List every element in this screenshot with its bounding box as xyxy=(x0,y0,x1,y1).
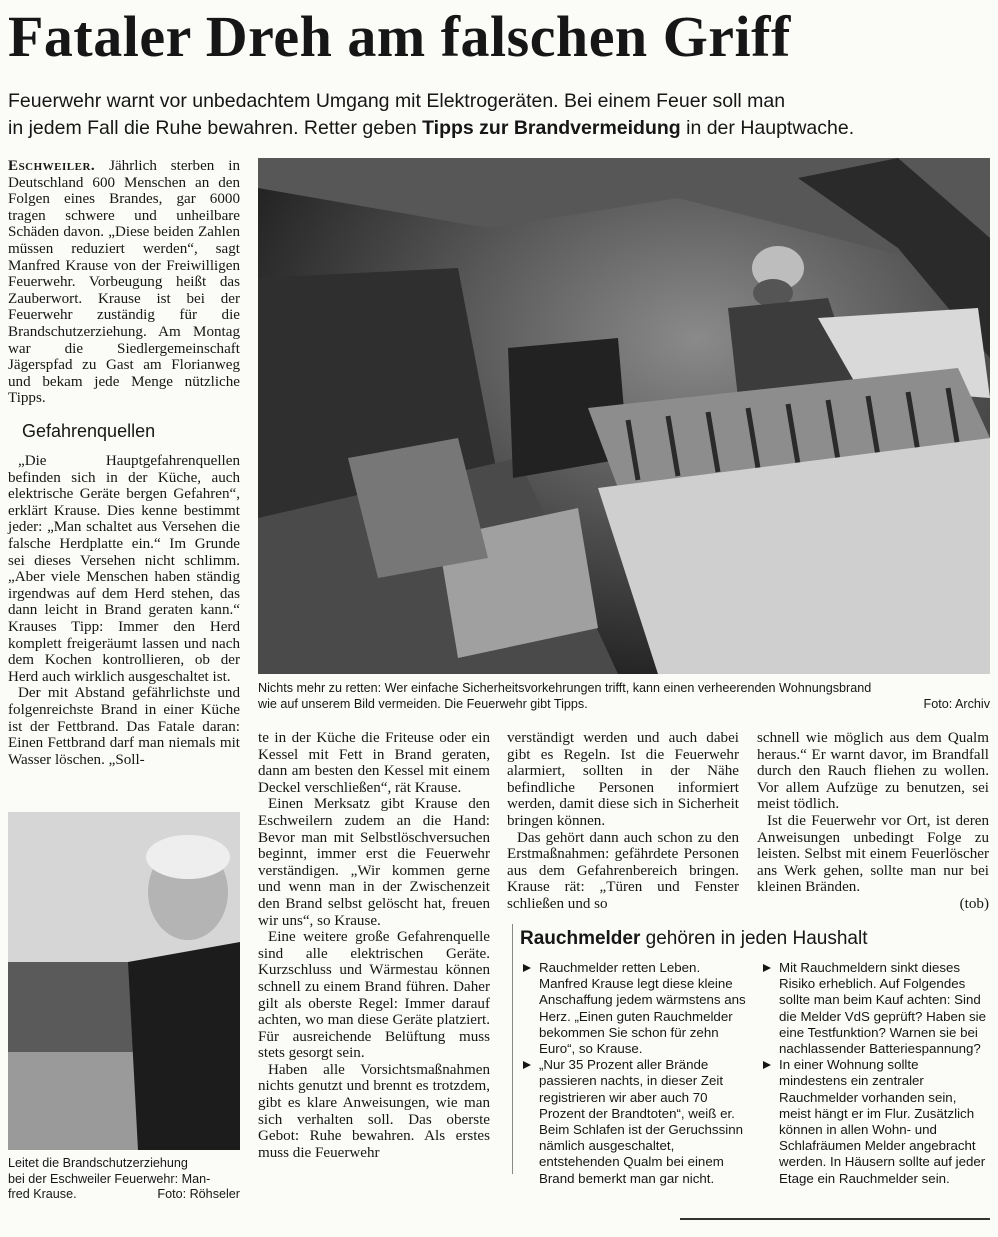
author-tag: (tob) xyxy=(959,895,989,912)
paragraph: Ist die Feuerwehr vor Ort, ist deren Anweisungen unbedingt Folge zu leisten. Selbst mit einem Feuerlöscher ans Werk gehen, sollte man nur bei kleinen Bränden. xyxy=(757,812,989,896)
dateline: Eschweiler. xyxy=(8,158,96,174)
subheadline-line-2: in jedem Fall die Ruhe bewahren. Retter geben Tipps zur Brandvermeidung in der Hauptwache. xyxy=(8,117,855,139)
paragraph: Das gehört dann auch schon zu den Erstmaßnahmen: gefährdete Personen aus dem Gefahrenbereich bringen. Krause rät: „Türen und Fenster schließen und so xyxy=(507,829,739,912)
box-column-right xyxy=(762,960,990,1187)
article-column-3 xyxy=(507,730,739,913)
box-bullet: Mit Rauchmeldern sinkt dieses Risiko erheblich. Auf Folgendes sollte man beim Kauf achten: Sind die Melder VdS geprüft? Haben sie eine Testfunktion? Warnen sie bei nachlassender Batteriespannung? xyxy=(762,960,990,1057)
section-subtitle: Gefahrenquellen xyxy=(22,421,156,441)
box-vertical-rule xyxy=(512,924,513,1174)
subheadline-highlight: Tipps zur Brandvermeidung xyxy=(422,117,681,139)
fire-scene-image xyxy=(258,158,990,674)
bullet-triangle-icon xyxy=(523,964,531,972)
bullet-triangle-icon xyxy=(763,964,771,972)
photo-credit: Foto: Röhseler xyxy=(157,1187,240,1201)
portrait-caption: Leitet die Brandschutzerziehung bei der Eschweiler Feuerwehr: Man- fred Krause. Foto: Röhseler xyxy=(8,1156,240,1201)
subheadline xyxy=(8,88,993,142)
bullet-triangle-icon xyxy=(523,1061,531,1069)
paragraph: „Die Hauptgefahrenquellen befinden sich in der Küche, auch elektrische Geräte bergen Gefahren“, erklärt Krause. Dies kenne bestimmt jeder: „Man schaltet aus Versehen die falsche Herdplatte ein.“ Im Grunde sei dieses Versehen nicht schlimm. „Aber viele Menschen haben ständig irgendwas auf dem Herd stehen, das dann leicht in Brand geraten kann.“ Krauses Tipp: Immer den Herd komplett freigeräumt lassen und nach dem Kochen kontrollieren, ob der Herd auch wirklich ausgeschaltet ist. xyxy=(8,453,240,685)
box-bullet: „Nur 35 Prozent aller Brände passieren nachts, in dieser Zeit registrieren wir aber auch 70 Prozent der Brandtoten“, weiß er. Beim Schlafen ist der Geruchssinn nämlich ausgeschaltet, entstehenden Qualm bei einem Brand bemerkt man gar nicht. xyxy=(522,1057,750,1187)
box-title: Rauchmelder gehören in jeden Haushalt xyxy=(520,928,868,949)
headline: Fataler Dreh am falschen Griff xyxy=(8,4,791,69)
fire-scene-photo xyxy=(258,158,990,674)
photo-credit: Foto: Archiv xyxy=(923,696,990,711)
portrait-photo xyxy=(8,812,240,1150)
paragraph: Einen Merksatz gibt Krause den Eschweilern zudem an die Hand: Bevor man mit Selbstlöschversuchen beginnt, immer erst die Feuerwehr verständigen. „Wir kommen gerne und wenn man in der Zwischenzeit den Brand selbst gelöscht hat, freuen wir uns“, so Krause. xyxy=(258,796,490,929)
paragraph: te in der Küche die Friteuse oder ein Kessel mit Fett in Brand geraten, dann am besten den Kessel mit einem Deckel verschließen“, rät Krause. xyxy=(258,730,490,796)
bullet-triangle-icon xyxy=(763,1061,771,1069)
paragraph: Der mit Abstand gefährlichste und folgenreichste Brand in einer Küche ist der Fettbrand. Das Fatale daran: Einen Fettbrand darf man niemals mit Wasser löschen. „Soll- xyxy=(8,685,240,768)
paragraph: Haben alle Vorsichtsmaßnahmen nichts genutzt und brennt es trotzdem, gibt es klare Anweisungen, wie man sich verhalten soll. Das oberste Gebot: Ruhe bewahren. Als erstes muss die Feuerwehr xyxy=(258,1061,490,1161)
article-column-1-body xyxy=(8,453,240,768)
paragraph: verständigt werden und auch dabei gibt es Regeln. Ist die Feuerwehr alarmiert, sollten in der Nähe befindliche Personen informiert werden, damit diese sich in Sicherheit bringen können. xyxy=(507,730,739,829)
box-bullet: In einer Wohnung sollte mindestens ein zentraler Rauchmelder vorhanden sein, meist hängt er im Flur. Zusätzlich können in allen Wohn- und Schlafräumen Melder angebracht werden. In Häusern sollte auf jeder Etage ein Rauchmelder sein. xyxy=(762,1057,990,1187)
paragraph: Eine weitere große Gefahrenquelle sind alle elektrischen Geräte. Kurzschluss und Wärmestau können schnell zu einem Brand führen. Daher gilt als oberste Regel: Immer darauf achten, wo man diese Geräte platziert. Für ausreichende Belüftung muss stets gesorgt sein. xyxy=(258,929,490,1062)
article-column-4 xyxy=(757,730,989,913)
box-bullet: Rauchmelder retten Leben. Manfred Krause legt diese kleine Anschaffung jedem wärmstens ans Herz. „Einen guten Rauchmelder bekommen Sie schon für zehn Euro“, so Krause. xyxy=(522,960,750,1057)
portrait-image xyxy=(8,812,240,1150)
article-column-2 xyxy=(258,730,490,1161)
main-photo-caption: Nichts mehr zu retten: Wer einfache Sicherheitsvorkehrungen trifft, kann einen verheerenden Wohnungsbrand wie auf unserem Bild vermeiden. Die Feuerwehr gibt Tipps. Foto: Archiv xyxy=(258,681,990,711)
paragraph: schnell wie möglich aus dem Qualm heraus.“ Er warnt davor, im Brandfall durch den Rauch fliehen zu wollen. Vor allem Aufzüge zu benutzen, sei meist tödlich. xyxy=(757,730,989,813)
article-column-1-intro: Eschweiler. Jährlich sterben in Deutschland 600 Menschen an den Folgen eines Brandes, gar 6000 tragen schwere und unheilbare Schäden davon. „Diese beiden Zahlen müssen reduziert werden“, sagt Manfred Krause von der Freiwilligen Feuerwehr. Vorbeugung heißt das Zauberwort. Krause ist bei der Feuerwehr zuständig für die Brandschutzerziehung. Am Montag war die Siedlergemeinschaft Jägerspfad zu Gast am Florianweg und bekam jede Menge nützliche Tipps. xyxy=(8,158,240,407)
box-column-left xyxy=(522,960,750,1187)
subheadline-line-1: Feuerwehr warnt vor unbedachtem Umgang mit Elektrogeräten. Bei einem Feuer soll man xyxy=(8,90,786,112)
bottom-rule xyxy=(680,1218,990,1220)
